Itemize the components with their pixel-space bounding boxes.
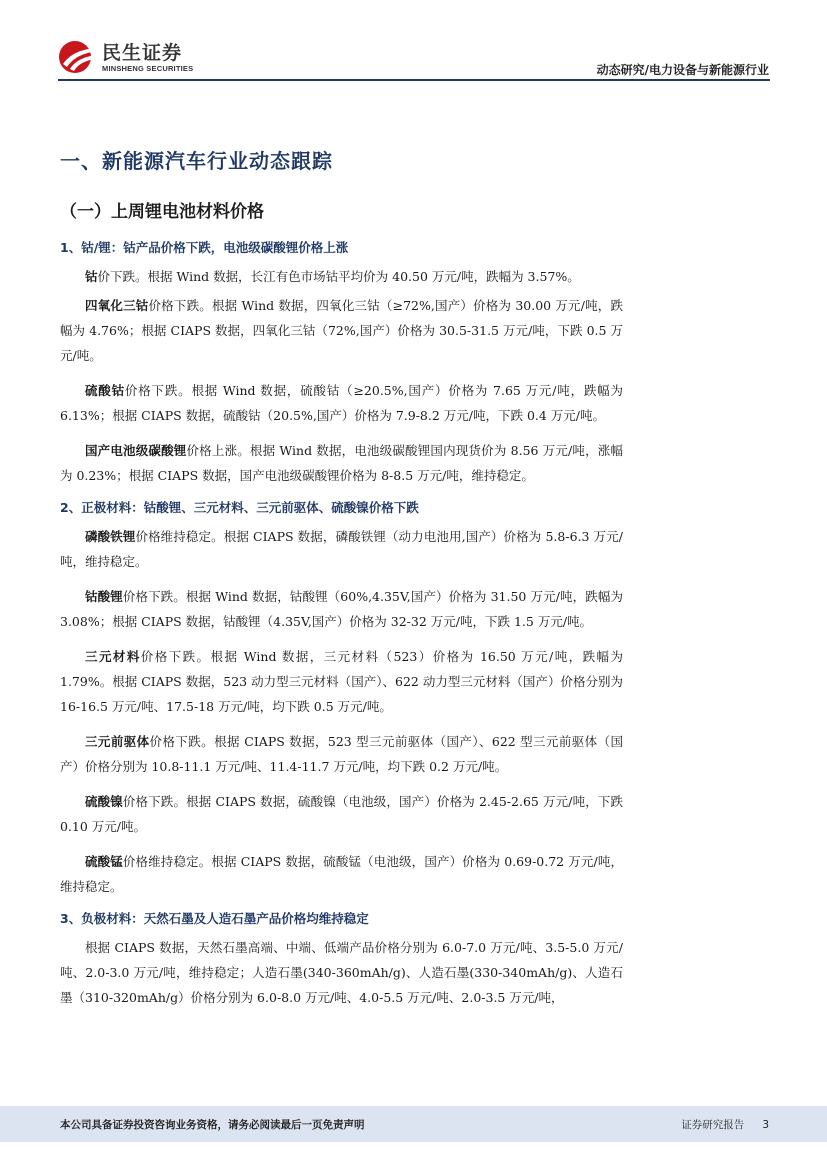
paragraph	[60, 644, 623, 719]
section-subtitle: （一）上周锂电池材料价格	[60, 202, 264, 222]
paragraph-keyword: 硫酸锰	[85, 854, 123, 869]
subsection-heading: 1、钴/锂：钴产品价格下跌，电池级碳酸锂价格上涨	[60, 240, 349, 255]
paragraph-keyword: 国产电池级碳酸锂	[85, 443, 187, 458]
logo-english-name: MINSHENG SECURITIES	[102, 63, 194, 73]
report-category: 动态研究/电力设备与新能源行业	[596, 63, 769, 77]
section-title: 一、新能源汽车行业动态跟踪	[60, 149, 333, 173]
paragraph-keyword: 三元前驱体	[85, 734, 150, 749]
paragraph	[60, 849, 623, 899]
paragraph-keyword: 钴酸锂	[85, 589, 123, 604]
paragraph-keyword: 三元材料	[85, 649, 141, 664]
main-content	[60, 145, 623, 1020]
paragraph-text: 价格下跌。根据 CIAPS 数据，硫酸镍（电池级，国产）价格为 2.45-2.65 万元/吨，下跌 0.10 万元/吨。	[60, 794, 623, 834]
paragraph-text: 价格下跌。根据 Wind 数据，三元材料（523）价格为 16.50 万元/吨，跌幅为 1.79%。根据 CIAPS 数据，523 动力型三元材料（国产）、622 动力型三元材料（国产）价格分别为 16-16.5 万元/吨、17.5-18 万元/吨，均下跌 0.5 万元/吨。	[60, 649, 623, 714]
page-header	[0, 0, 827, 85]
paragraph-text: 价格下跌。根据 Wind 数据，钴酸锂（60%,4.35V,国产）价格为 31.50 万元/吨，跌幅为 3.08%；根据 CIAPS 数据，钴酸锂（4.35V,国产）价格为 32-32 万元/吨，下跌 1.5 万元/吨。	[60, 589, 623, 629]
logo-chinese-name: 民生证券	[102, 41, 183, 64]
paragraph-text: 价格下跌。根据 CIAPS 数据，523 型三元前驱体（国产）、622 型三元前驱体（国产）价格分别为 10.8-11.1 万元/吨、11.4-11.7 万元/吨，均下跌 0.2 万元/吨。	[60, 734, 623, 774]
paragraph-keyword: 硫酸钴	[85, 383, 125, 398]
subsection-anode	[60, 909, 623, 1010]
header-divider	[58, 79, 770, 81]
paragraph-keyword: 四氧化三钴	[85, 298, 149, 313]
paragraph-keyword: 钴	[85, 269, 98, 284]
paragraph-text: 价格上涨。根据 Wind 数据，电池级碳酸锂国内现货价为 8.56 万元/吨，涨幅为 0.23%；根据 CIAPS 数据，国产电池级碳酸锂价格为 8-8.5 万元/吨，维持稳定。	[60, 443, 623, 483]
paragraph-text: 价格维持稳定。根据 CIAPS 数据，磷酸铁锂（动力电池用,国产）价格为 5.8-6.3 万元/吨，维持稳定。	[60, 529, 623, 569]
paragraph	[60, 584, 623, 634]
paragraph-text: 价下跌。根据 Wind 数据，长江有色市场钴平均价为 40.50 万元/吨，跌幅为 3.57%。	[97, 269, 580, 284]
paragraph-text: 价格下跌。根据 Wind 数据，硫酸钴（≥20.5%,国产）价格为 7.65 万元/吨，跌幅为 6.13%；根据 CIAPS 数据，硫酸钴（20.5%,国产）价格为 7.9-8.2 万元/吨，下跌 0.4 万元/吨。	[60, 383, 623, 423]
paragraph	[60, 789, 623, 839]
minsheng-logo-icon	[58, 40, 98, 74]
paragraph	[60, 438, 623, 488]
paragraph	[60, 935, 623, 1010]
paragraph-text: 价格维持稳定。根据 CIAPS 数据，硫酸锰（电池级，国产）价格为 0.69-0.72 万元/吨，维持稳定。	[60, 854, 623, 894]
company-logo	[58, 40, 193, 74]
paragraph	[60, 524, 623, 574]
paragraph	[60, 264, 623, 289]
disclaimer-text: 本公司具备证券投资咨询业务资格，请务必阅读最后一页免责声明	[60, 1119, 365, 1131]
paragraph-text: 价格下跌。根据 Wind 数据，四氧化三钴（≥72%,国产）价格为 30.00 万元/吨，跌幅为 4.76%；根据 CIAPS 数据，四氧化三钴（72%,国产）价格为 30.5-31.5 万元/吨，下跌 0.5 万元/吨。	[60, 298, 623, 363]
paragraph-text: 根据 CIAPS 数据，天然石墨高端、中端、低端产品价格分别为 6.0-7.0 万元/吨、3.5-5.0 万元/吨、2.0-3.0 万元/吨，维持稳定；人造石墨(340-360mAh/g)、人造石墨(330-340mAh/g)、人造石墨（310-320mAh/g）价格分别为 6.0-8.0 万元/吨、4.0-5.5 万元/吨、2.0-3.5 万元/吨，	[60, 940, 623, 1005]
page-footer	[0, 1106, 827, 1142]
paragraph-keyword: 硫酸镍	[85, 794, 123, 809]
footer-right	[681, 1117, 769, 1132]
subsection-heading: 2、正极材料：钴酸锂、三元材料、三元前驱体、硫酸镍价格下跌	[60, 500, 419, 515]
subsection-cathode	[60, 498, 623, 899]
subsection-cobalt-lithium	[60, 238, 623, 488]
paragraph	[60, 293, 623, 368]
page-number: 3	[762, 1119, 769, 1131]
paragraph-keyword: 磷酸铁锂	[85, 529, 136, 544]
paragraph	[60, 729, 623, 779]
subsection-heading: 3、负极材料：天然石墨及人造石墨产品价格均维持稳定	[60, 911, 369, 926]
document-label: 证券研究报告	[681, 1119, 745, 1131]
paragraph	[60, 378, 623, 428]
